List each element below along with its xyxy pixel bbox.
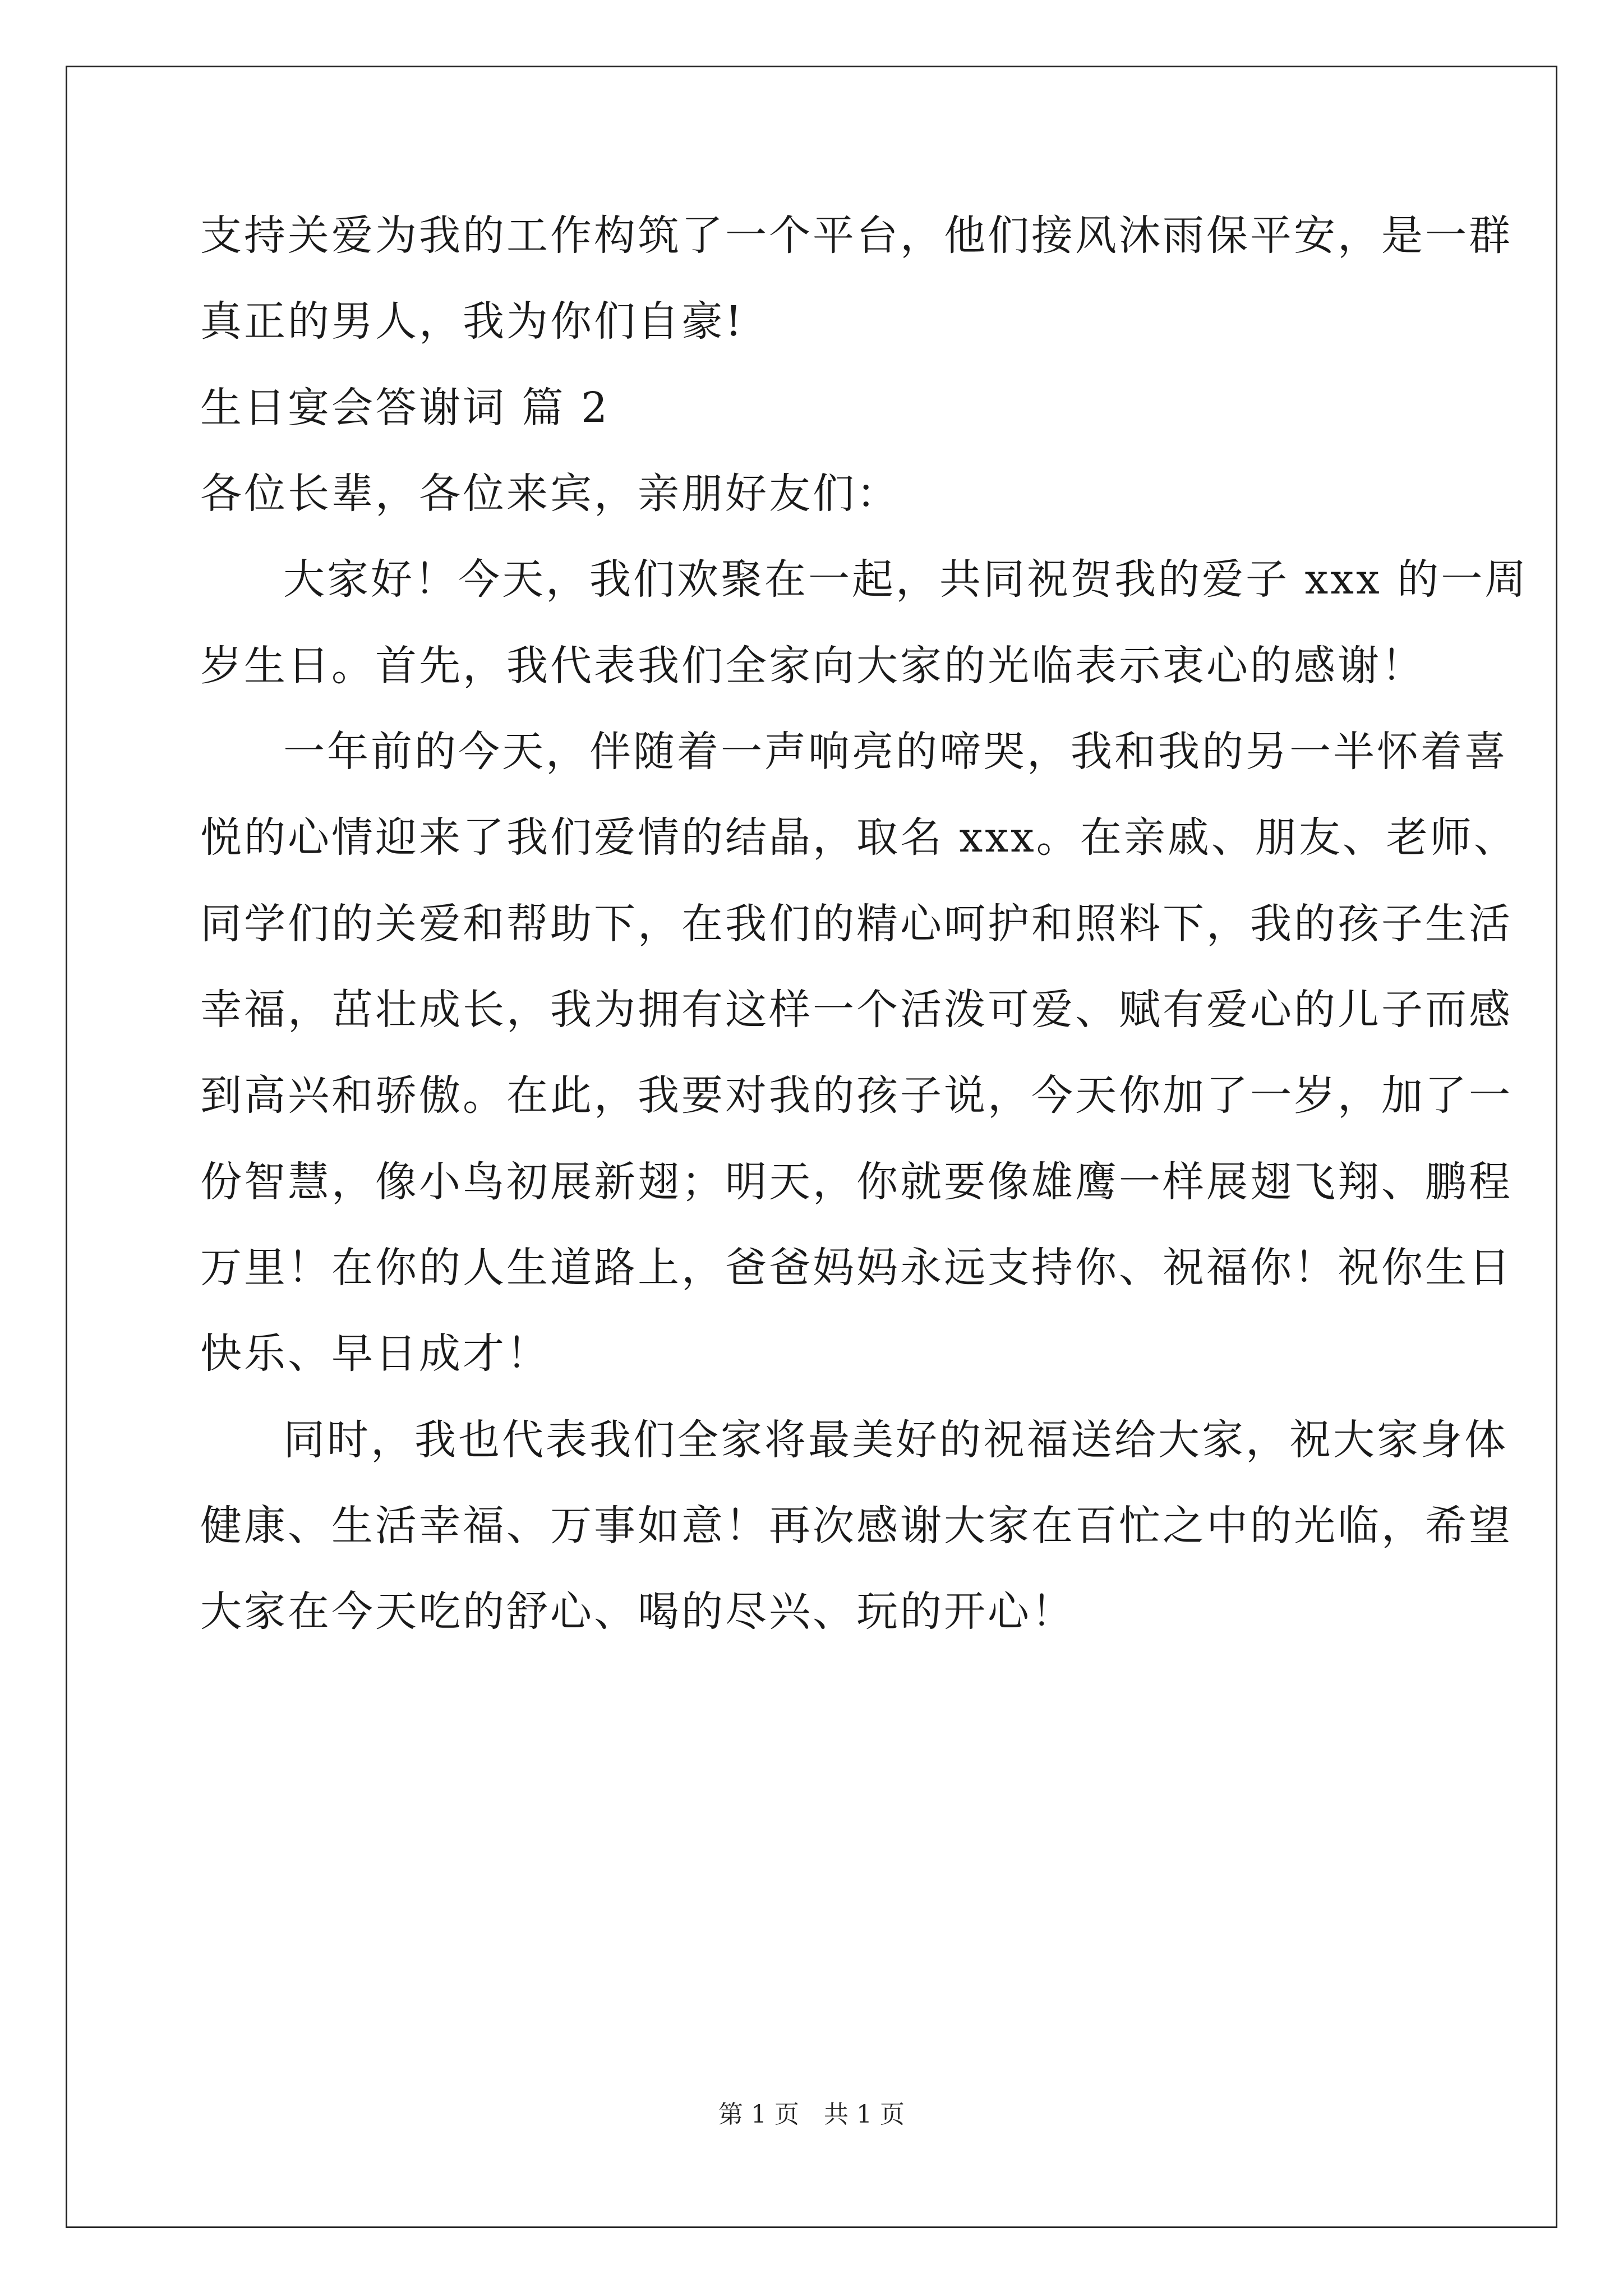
paragraph-line: 真正的男人，我为你们自豪! <box>200 297 744 346</box>
paragraph-line: 到高兴和骄傲。在此，我要对我的孩子说，今天你加了一岁，加了一 <box>200 1071 1513 1120</box>
section-heading: 生日宴会答谢词 篇 2 <box>200 384 610 432</box>
paragraph-line: 幸福，茁壮成长，我为拥有这样一个活泼可爱、赋有爱心的儿子而感 <box>200 986 1513 1034</box>
paragraph-line: 万里！在你的人生道路上，爸爸妈妈永远支持你、祝福你！祝你生日 <box>200 1244 1513 1292</box>
paragraph-line: 岁生日。首先，我代表我们全家向大家的光临表示衷心的感谢！ <box>200 642 1425 690</box>
paragraph-line: 同学们的关爱和帮助下，在我们的精心呵护和照料下，我的孩子生活 <box>200 900 1513 948</box>
paragraph-line: 大家在今天吃的舒心、喝的尽兴、玩的开心！ <box>200 1588 1075 1636</box>
paragraph-line: 一年前的今天，伴随着一声响亮的啼哭，我和我的另一半怀着喜 <box>283 728 1508 776</box>
paragraph-line: 大家好！今天，我们欢聚在一起，共同祝贺我的爱子 xxx 的一周 <box>283 555 1529 604</box>
paragraph-line: 健康、生活幸福、万事如意！再次感谢大家在百忙之中的光临，希望 <box>200 1502 1513 1550</box>
salutation: 各位长辈，各位来宾，亲朋好友们： <box>200 470 900 518</box>
page-number-footer: 第 1 页 共 1 页 <box>718 2100 905 2129</box>
paragraph-line: 同时，我也代表我们全家将最美好的祝福送给大家，祝大家身体 <box>283 1416 1508 1464</box>
paragraph-line: 份智慧，像小鸟初展新翅；明天，你就要像雄鹰一样展翅飞翔、鹏程 <box>200 1158 1513 1206</box>
paragraph-line: 悦的心情迎来了我们爱情的结晶，取名 xxx。在亲戚、朋友、老师、 <box>200 813 1518 862</box>
paragraph-line: 快乐、早日成才！ <box>200 1329 550 1378</box>
paragraph-line: 支持关爱为我的工作构筑了一个平台，他们接风沐雨保平安，是一群 <box>200 211 1513 260</box>
